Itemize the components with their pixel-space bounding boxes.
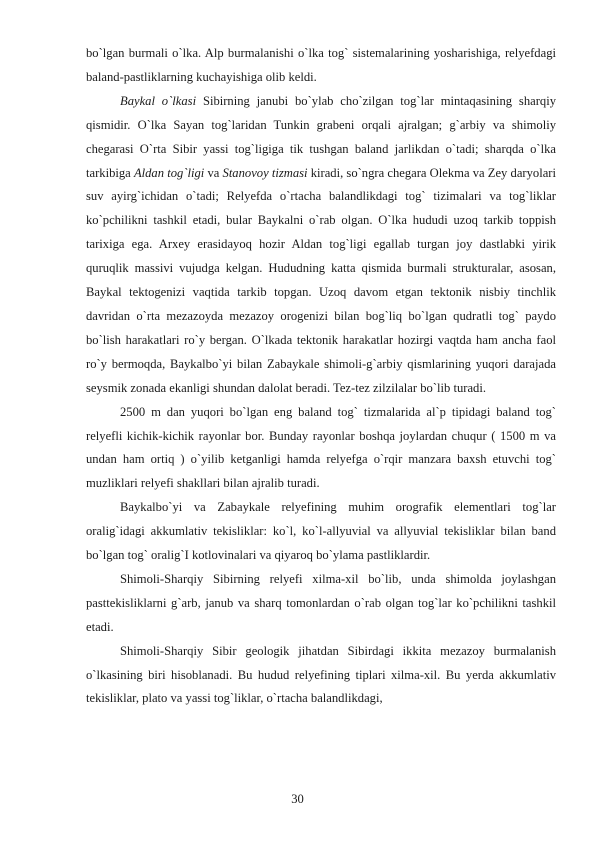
paragraph-5: Shimoli-Sharqiy Sibirning relyefi xilma-xil bo`lib, unda shimolda joylashgan pasttekisliklarni g`arb, janub va sharq tomonlardan o`rab olgan tog`lar ko`pchilikni tashkil etadi. <box>86 571 556 634</box>
paragraph-6: Shimoli-Sharqiy Sibir geologik jihatdan Sibirdagi ikkita mezazoy burmalanish o`lkasining biri hisoblanadi. Bu hudud relyefining tiplari xilma-xil. Bu yerda akkumlativ tekisliklar, plato va yassi tog`liklar, o`rtacha balandlikdagi, <box>86 643 556 706</box>
paragraph-baykal-text-2: va <box>204 165 223 180</box>
paragraph-baykal <box>86 90 556 401</box>
paragraph-4: Baykalbo`yi va Zabaykale relyefining muhim orografik elementlari tog`lar oralig`idagi akkumlativ tekisliklar: ko`l, ko`l-allyuvial va allyuvial tekisliklar bilan band bo`lgan tog` oralig`I kotlovinalari va qiyaroq bo`ylama pastliklardir. <box>86 500 556 563</box>
term-aldan-togligi: Aldan tog`ligi <box>133 165 205 180</box>
page-body <box>86 42 556 711</box>
term-stanovoy-tizmasi: Stanovoy tizmasi <box>222 165 308 180</box>
paragraph-1: bo`lgan burmali o`lka. Alp burmalanishi o`lka tog` sistemalarining yosharishiga, relyefdagi baland-pastliklarning kuchayishiga olib keldi. <box>86 46 556 84</box>
paragraph-3: 2500 m dan yuqori bo`lgan eng baland tog` tizmalarida al`p tipidagi baland tog` relyefli kichik-kichik rayonlar bor. Bunday rayonlar boshqa joylardan chuqur ( 1500 m va undan ham ortiq ) o`yilib ketganligi hamda relyefga o`rqir manzara baxsh etuvchi tog` muzliklari relyefi shakllari bilan ajralib turadi. <box>86 404 556 491</box>
paragraph-baykal-text-3: kiradi, so`ngra chegara Olekma va Zey daryolari suv ayirg`ichidan o`tadi; Relyefda o`rtacha balandlikdagi tog` tizimalari va tog`liklar ko`pchilikni tashkil etadi, bular Baykalni o`rab olgan. O`lka hududi uzoq tarkib toppish tarixiga ega. Arxey erasidayoq hozir Aldan tog`ligi egallab turgan joy dastlabki yirik quruqlik massivi vujudga kelgan. Hududning katta qismida burmali strukturalar, asosan, Baykal tektogenizi vaqtida tarkib topgan. Uzoq davom etgan tektonik nisbiy tinchlik davridan o`rta mezazoyda mezazoy orogenizi bilan bog`liq bo`lgan qudratli tog` paydo bo`lish harakatlari ro`y bergan. O`lkada tektonik harakatlar hozirgi vaqtda ham ancha faol ro`y bermoqda, Baykalbo`yi bilan Zabaykale shimoli-g`arbiy qismlarining yuqori darajada seysmik zonada ekanligi shundan dalolat beradi. Tez-tez zilzilalar bo`lib turadi. <box>86 165 556 395</box>
page-number: 30 <box>291 792 304 806</box>
term-baykal-olkasi: Baykal o`lkasi <box>120 93 197 108</box>
paragraph-baykal-text-1: Sibirning janubi bo`ylab cho`zilgan tog`lar mintaqasining sharqiy qismidir. O`lka Sayan tog`laridan Tunkin grabeni orqali ajralgan; g`arbiy va shimoliy chegarasi O`rta Sibir yassi tog`ligiga tik tushgan baland jarlikdan o`tadi; sharqda o`lka tarkibiga <box>86 93 556 180</box>
